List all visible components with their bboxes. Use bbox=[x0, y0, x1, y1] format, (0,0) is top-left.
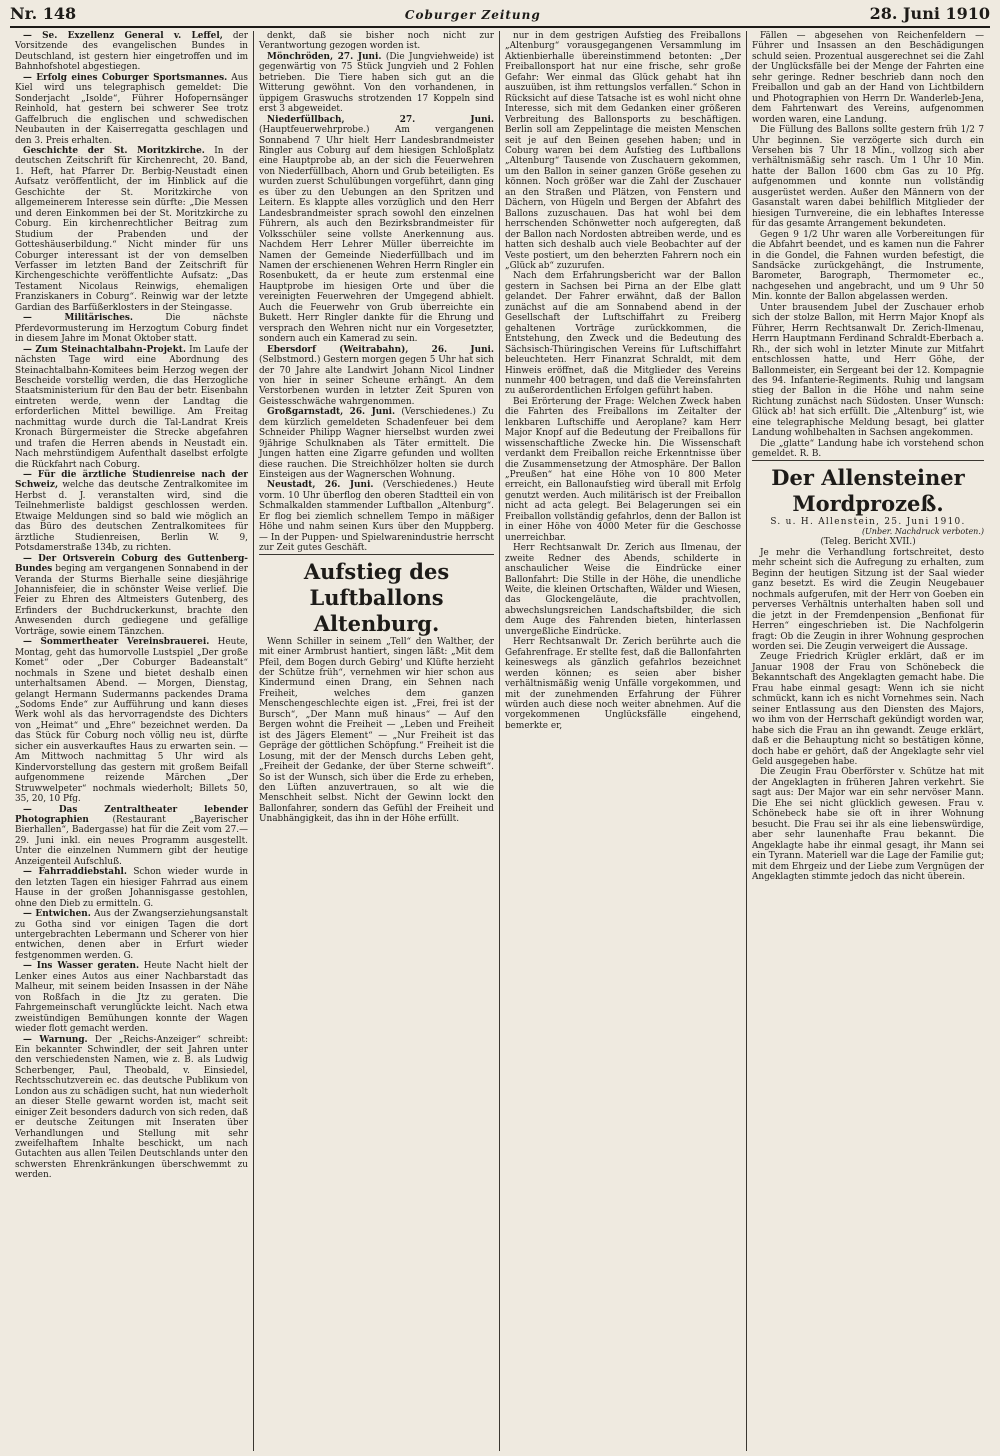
paragraph-text: (Selbstmord.) Gestern morgen gegen 5 Uhr hat sich der 70 Jahre alte Landwirt Johann Nicol Lindner von hier in seiner Scheune erhängt. An dem Verstorbenen wurden in letzter Zeit Spuren von Geistesschwäche wahrgenommen. bbox=[259, 355, 494, 407]
news-paragraph bbox=[752, 548, 984, 653]
masthead bbox=[10, 4, 990, 28]
paragraph-text: Aus Kiel wird uns telegraphisch gemeldet: Die Sonderjacht „Isolde“, Führer Hofopernsänger Reinhold, hat gestern bei schwerer See trotz Gaffelbruch die englischen und schwedischen Neubauten in der Kaiserregatta geschlagen und den 3. Preis erhalten. bbox=[15, 72, 248, 146]
paragraph-heading: Großgarnstadt, 26. Juni. bbox=[267, 407, 396, 418]
paragraph-text: (Verschiedenes.) Zu dem kürzlich gemeldeten Schadenfeuer bei dem Schneider Philipp Wagner hierselbst wurden zwei 9jährige Schulknaben als Täter ermittelt. Die Jungen hatten eine Zigarre gefunden und wollten diese rauchen. Die Streichhölzer holten sie durch Einsteigen aus der Wagnerschen Wohnung. bbox=[259, 407, 495, 481]
paragraph-text: Unter brausendem Jubel der Zuschauer erhob sich der stolze Ballon, mit Herrn Major Knopf als Führer, Herrn Rechtsanwalt Dr. Zerich-Ilmenau, Herrn Hauptmann Ferdinand Schraldt-Eberbach a. Rh., der sich wohl in letzter Minute zur Mitfahrt entschlossen hatte, und Herr Göhe, der Ballonmeister, ein Sergeant bei der 12. Kompagnie des 94. Infanterie-Regiments. Ruhig und langsam stieg der Ballon in die Höhe und nahm seine Richtung zunächst nach Südosten. Unser Wunsch: Glück ab! hat sich erfüllt. Die „Altenburg“ ist, wie eine telegraphische Meldung besagt, bei glatter Landung wohlbehalten in Sachsen angekommen. bbox=[752, 302, 984, 439]
paragraph-heading: — Der Ortsverein Coburg des Guttenberg-Bundes bbox=[15, 553, 248, 575]
news-paragraph bbox=[505, 397, 741, 543]
news-paragraph bbox=[259, 115, 494, 345]
paragraph-heading: — Warnung. bbox=[23, 1034, 88, 1045]
news-paragraph bbox=[15, 470, 248, 554]
paragraph-text: Die „glatte“ Landung habe ich vorstehend schon gemeldet. R. B. bbox=[752, 438, 984, 460]
column-4-balloon-article bbox=[752, 31, 984, 460]
column-4 bbox=[747, 31, 989, 1451]
news-paragraph bbox=[752, 652, 984, 767]
paragraph-text: Gegen 9 1/2 Uhr waren alle Vorbereitungen für die Abfahrt beendet, und es kamen nun die Fahrer in die Gondel, die Fahnen wurden befestigt, die Sandsäcke zurückgehängt, die Instrumente, Barometer, Barograph, Thermometer ec., nachgesehen und angebracht, und um 9 Uhr 50 Min. konnte der Ballon abgelassen werden. bbox=[752, 229, 984, 303]
paragraph-heading: — Zum Steinachtalbahn-Projekt. bbox=[23, 344, 186, 355]
news-paragraph bbox=[15, 73, 248, 146]
news-paragraph bbox=[752, 230, 984, 303]
news-paragraph bbox=[752, 303, 984, 439]
news-paragraph bbox=[15, 961, 248, 1034]
paragraph-text: Aus der Zwangserziehungsanstalt zu Gotha sind vor einigen Tagen die dort untergebrachten Lebermann und Scherer von hier entwichen, denen aber in Erfurt wieder festgenommen werden. G. bbox=[15, 909, 249, 961]
trial-dateline: S. u. H. Allenstein, 25. Juni 1910. bbox=[770, 516, 966, 527]
news-paragraph bbox=[15, 909, 248, 961]
paragraph-heading: — Fahrraddiebstahl. bbox=[23, 867, 127, 878]
paragraph-heading: — Für die ärztliche Studienreise nach der Schweiz, bbox=[15, 470, 248, 491]
column-2-balloon-article bbox=[259, 637, 494, 825]
news-paragraph bbox=[752, 125, 984, 230]
news-paragraph bbox=[259, 480, 494, 553]
issue-date: 28. Juni 1910 bbox=[869, 4, 990, 23]
paragraph-text: Der „Reichs-Anzeiger“ schreibt: Ein bekannter Schwindler, der seit Jahren unter den verschiedensten Namen, wie z. B. als Ludwig Scherbenger, Paul, Theobald, v. Einsiedel, Rechtsschutzverein ec. das deutsche Publikum von London aus zu schädigen sucht, hat nun wiederholt an dieser Stelle gewarnt worden ist, macht seit einiger Zeit besonders dadurch von sich reden, daß er deutsche Zeitungen mit Inseraten über Verhandlungen und Stellung mit sehr zweifelhaftem Inhalte beschickt, um nach Gutachten aus allen Teilen Deutschlands unter den schwersten Ehrenkränkungen überschwemmt zu werden. bbox=[15, 1034, 248, 1181]
news-paragraph bbox=[752, 439, 984, 460]
news-paragraph bbox=[752, 767, 984, 882]
paragraph-text: welche das deutsche Zentralkomitee im Herbst d. J. veranstalten wird, sind die Teilnehmerliste baldigst geschlossen werden. Etwaige Meldungen sind so bald wie möglich an das Büro des deutschen Zentralkomitees für ärztliche Studienreisen, Berlin W. 9, Potsdamerstraße 134b, zu richten. bbox=[15, 480, 248, 554]
paragraph-text: Zeuge Friedrich Krügler erklärt, daß er im Januar 1908 der Frau von Schönebeck die Bekanntschaft des Angeklagten gemacht habe. Die Frau habe einmal gesagt: Wenn ich sie nicht schmückt, kann ich es nicht Vornehmes sein. Nach seiner Entlassung aus den Diensten des Majors, wo ihm von der Herrschaft gekündigt worden war, habe sich die Frau an ihn gewandt. Zeuge erklärt, daß er die Behauptung nicht so bestätigen könne, doch habe er gehört, daß der Angeklagte sehr viel Geld ausgegeben habe. bbox=[752, 652, 984, 767]
paragraph-heading: Geschichte der St. Moritzkirche. bbox=[23, 145, 205, 156]
news-paragraph bbox=[15, 1035, 248, 1181]
paragraph-text: Schon wieder wurde in den letzten Tagen ein hiesiger Fahrrad aus einem Hause in der großen Johannisgasse gestohlen, ohne den Dieb zu ermitteln. G. bbox=[15, 867, 248, 909]
news-paragraph bbox=[15, 805, 248, 868]
paragraph-text: denkt, daß sie bisher noch nicht zur Verantwortung gezogen worden ist. bbox=[259, 31, 494, 52]
paragraph-text: (Hauptfeuerwehrprobe.) Am vergangenen Sonnabend 7 Uhr hielt Herr Landesbrandmeister Ringler aus Coburg auf dem hiesigen Schloßplatz eine Hauptprobe ab, an der sich die Feuerwehren von Niederfüllbach, Ahorn und Grub beteiligten. Es wurden zuerst Schulübungen vorgeführt, dann ging es über zu den Uebungen an den Spritzen und Leitern. Es klappte alles vorzüglich und den Herr Landesbrandmeister sprach sowohl den einzelnen Führern, als auch den Bezirksbrandmeister für Volksschüler seine vollste Anerkennung aus. Nachdem Herr Lehrer Müller überreichte im Namen der Gemeinde Niederfüllbach und im Namen der erschienenen Wehren Herrn Ringler ein Rosenbukett, da er heute zum erstenmal eine Hauptprobe im hiesigen Orte und über die vereinigten Feuerwehren der Umgegend abhielt. Auch die Feuerwehr von Grub überreichte ein Bukett. Herr Ringler dankte für die Ehrung und versprach den Wehren nicht nur ein Vorgesetzter, sondern auch ein Kamerad zu sein. bbox=[259, 125, 494, 345]
balloon-article-title: Aufstieg des Luftballons Altenburg. bbox=[259, 554, 494, 637]
paragraph-text: Im Laufe der nächsten Tage wird eine Abordnung des Steinachtalbahn-Komitees beim Herzog wegen der Bescheide vorstellig werden, die das Herzogliche Staatsministerium für den Bau der betr. Eisenbahn eintreten werde, wenn der Landtag die erforderlichen Mittel bewillige. Am Freitag nachmittag wurde durch die Tal-Landrat Kreis Kronach Bürgermeister die Strecke abgefahren und trafen die Herren abends in Neustadt ein. Nach mehrstündigem Aufenthalt daselbst erfolgte die Rückfahrt nach Coburg. bbox=[15, 344, 248, 470]
paragraph-text: Heute, Montag, geht das humorvolle Lustspiel „Der große Komet“ oder „Der Coburger Badeanstalt“ nochmals in Szene und bietet deshalb einen unterhaltsamen Abend. — Morgen, Dienstag, gelangt Hermann Sudermanns packendes Drama „Sodoms Ende“ zur Aufführung und kann dieses Werk wohl als das hervorragendste des Dichters von „Heimat“ und „Ehre“ bezeichnet werden. Da das Stück für Coburg noch völlig neu ist, dürfte sicher ein ausverkauftes Haus zu erwarten sein. — Am Mittwoch nachmittag 5 Uhr wird als Kindervorstellung das gestern mit großem Beifall aufgenommene reizende Märchen „Der Struwwelpeter“ nochmals wiederholt; Billets 50, 35, 20, 10 Pfg. bbox=[15, 637, 249, 805]
paragraph-heading: — Se. Exzellenz General v. Leffel, bbox=[23, 31, 223, 41]
news-paragraph bbox=[15, 146, 248, 313]
news-paragraph bbox=[259, 345, 494, 408]
paragraph-text: Herr Rechtsanwalt Dr. Zerich aus Ilmenau, der zweite Redner des Abends, schilderte in anschaulicher Weise die Eindrücke einer Ballonfahrt: Die Stille in der Höhe, die unendliche Weite, die kleinen Ortschaften, Wälder und Wiesen, das Glockengeläute, die prachtvollen, abwechslungsreichen Landschaftsbilder, die sich dem Auge des Fahrenden bieten, hinterlassen unvergeßliche Eindrücke. bbox=[505, 543, 741, 637]
news-paragraph bbox=[15, 867, 248, 909]
news-paragraph bbox=[259, 637, 494, 825]
paragraph-text: Heute Nacht hielt der Lenker eines Autos aus einer Nachbarstadt das Malheur, mit seinem beiden Insassen in der Nähe von Roßfach in die Jtz zu geraten. Die Fahrgemeinschaft verunglückte leicht. Nach etwa zweistündigen Bemühungen konnte der Wagen wieder flott gemacht werden. bbox=[15, 961, 248, 1035]
news-paragraph bbox=[259, 31, 494, 52]
article-columns bbox=[10, 31, 990, 1451]
news-paragraph bbox=[752, 31, 984, 125]
paragraph-heading: — Ins Wasser geraten. bbox=[23, 961, 140, 972]
paragraph-heading: Ebersdorf (Weitrabahn), 26. Juni. bbox=[267, 344, 494, 355]
news-paragraph bbox=[15, 31, 248, 73]
paragraph-heading: Niederfüllbach, 27. Juni. bbox=[267, 114, 494, 125]
murder-trial-title: Der Allensteiner Mordprozeß. bbox=[752, 460, 984, 517]
report-number: (Teleg. Bericht XVII.) bbox=[820, 537, 916, 548]
news-paragraph bbox=[505, 637, 741, 731]
news-paragraph bbox=[505, 271, 741, 396]
paragraph-text: (Restaurant „Bayerischer Bierhallen“, Badergasse) hat für die Zeit vom 27.—29. Juni inkl. ein neues Programm ausgestellt. Unter die einzelnen Nummern gibt der heutige Anzeigenteil Aufschluß. bbox=[15, 814, 248, 867]
paragraph-text: Bei Erörterung der Frage: Welchen Zweck haben die Fahrten des Freiballons im Zeitalter der lenkbaren Luftschiffe und Aeroplane? kam Herr Major Knopf auf die Bedeutung der Freiballons für wissenschaftliche Zwecke hin. Die Wissenschaft verdankt dem Freiballon reiche Erkenntnisse über die Zusammensetzung der Atmosphäre. Der Ballon „Preußen“ hat eine Höhe von 10 800 Meter erreicht, ein Ballonaufstieg wird überall mit Erfolg genutzt werden. Auch militärisch ist der Freiballon nicht ad acta gelegt. Bei Belagerungen sei ein Freiballon vollständig gefahrlos, denn der Ballon ist in einer Höhe von 4000 Meter für die Geschosse unerreichbar. bbox=[505, 396, 741, 543]
column-1 bbox=[10, 31, 254, 1451]
news-paragraph bbox=[505, 31, 741, 271]
paragraph-heading: — Militärisches. bbox=[23, 313, 133, 324]
column-3 bbox=[500, 31, 747, 1451]
paragraph-heading: — Sommertheater Vereinsbrauerei. bbox=[23, 637, 210, 648]
news-paragraph bbox=[15, 637, 248, 804]
column-4-trial-article bbox=[752, 548, 984, 883]
column-2-local-news bbox=[259, 31, 494, 554]
paragraph-text: (Verschiedenes.) Heute vorm. 10 Uhr überflog den oberen Stadtteil ein von Schmalkalden stammender Luftballon „Altenburg“. Er flog bei ziemlich schnellem Tempo in mäßiger Höhe und nahm seinen Kurs über den Muppberg. — In der Puppen- und Spielwarenindustrie herrscht zur Zeit gutes Geschäft. bbox=[259, 480, 494, 554]
paragraph-text: Je mehr die Verhandlung fortschreitet, desto mehr scheint sich die Aufregung zu erhalten, zum Beginn der heutigen Sitzung ist der Saal wieder ganz besetzt. Es wird die Zeugin Neugebauer nochmals aufgerufen, mit der Herr von Goeben ein perverses Verhältnis unterhalten haben soll und die jetzt in der Fremdenpension „Benfionat für Herren“ eingeschrieben ist. Die Nachfolgerin fragt: Ob die Zeugin in ihrer Wohnung gesprochen worden sei. Die Zeugin verweigert die Aussage. bbox=[752, 547, 984, 653]
column-2 bbox=[254, 31, 500, 1451]
news-paragraph bbox=[15, 345, 248, 470]
news-paragraph bbox=[15, 554, 248, 638]
paragraph-text: Die Zeugin Frau Oberförster v. Schütze hat mit der Angeklagten in früheren Jahren verkehrt. Sie sagt aus: Der Major war ein sehr nervöser Mann. Die Ehe sei nicht glücklich gewesen. Frau v. Schönebeck habe sie oft in ihrer Wohnung besucht. Die Frau sei ihr als eine liebenswürdige, aber sehr launenhafte Frau bekannt. Die Angeklagte habe ihr einmal gesagt, ihr Mann sei ein Tyrann. Materiell war die Lage der Familie gut; mit dem Ehrgeiz und der Liebe zum Vergnügen der Angeklagten stimmte jedoch das nicht überein. bbox=[752, 767, 984, 882]
paragraph-text: (Die Jungviehweide) ist gegenwärtig von 75 Stück Jungvieh und 2 Fohlen betrieben. Die Tiere haben sich gut an die Witterung gewöhnt. Von den vorhandenen, in üppigem Graswuchs strotzenden 17 Koppeln sind erst 3 abgeweidet. bbox=[259, 51, 494, 115]
paragraph-text: Nach dem Erfahrungsbericht war der Ballon gestern in Sachsen bei Pirna an der Elbe glatt gelandet. Der Fahrer erwähnt, daß der Ballon zunächst auf die am Sonnabend abend in der Gesellschaft der Luftschiffahrt zu Freiberg gehaltenen Vorträge zurückkommen, die Entstehung, den Zweck und die Bedeutung des Sächsisch-Thüringischen Vereins für Luftschiffahrt beleuchteten. Herr Finanzrat Schraldt, mit dem Hinweis eröffnet, daß die Mitglieder des Vereins nunmehr 400 betragen, und daß die Vereinsfahrten zu außerordentlichen Erfolgen geführt haben. bbox=[505, 271, 741, 397]
paragraph-heading: Mönchröden, 27. Juni. bbox=[267, 51, 382, 62]
paper-name: Coburger Zeitung bbox=[404, 8, 541, 22]
paragraph-heading: — Das Zentraltheater lebender Photographien bbox=[15, 804, 248, 825]
paragraph-heading: — Erfolg eines Coburger Sportsmannes. bbox=[23, 72, 228, 83]
paragraph-text: nur in dem gestrigen Aufstieg des Freiballons „Altenburg“ vorausgegangenen Versammlung im Aktienbierhalle übereinstimmend betonten: „Der Freiballonsport hat nur eine frische, sehr große Gefahr: Wer einmal das Glück gehabt hat ihn auszuüben, ist ihm rettungslos verfallen.“ Schon in Rücksicht auf diese Tatsache ist es wohl nicht ohne Interesse, sich mit dem Gedanken einer größeren Verbreitung des Ballonsports zu beschäftigen. Berlin soll am Zeppelintage die meisten Menschen seit je auf den Beinen gesehen haben; und in Coburg waren bei dem Aufstieg des Luftballons „Altenburg“ Tausende von Zuschauern gekommen, um den Ballon in seiner ganzen Größe gesehen zu können. Noch größer war die Zahl der Zuschauer an den Straßen und Plätzen, von Fenstern und Dächern, von Hügeln und Bergen der Abfahrt des Ballons zuzuschauen. Das hat wohl bei dem herrschenden Schönwetter noch aufgeregten, daß der Ballon nach Nordosten abtreiben werde, und es hatten sich deshalb auch viele Beobachter auf der Veste postiert, um den beherzten Fahrern noch ein „Glück ab“ zuzurufen. bbox=[505, 31, 741, 271]
paragraph-text: In der deutschen Zeitschrift für Kirchenrecht, 20. Band, 1. Heft, hat Pfarrer Dr. Berbig-Neustadt einen Aufsatz veröffentlicht, der im Hinblick auf die Geschichte der St. Moritzkirche von allgemeinerem Interesse sein dürfte: „Die Messen und deren Einkommen bei der St. Moritzkirche zu Coburg. Ein kirchenrechtlicher Beitrag zum Studium der Prabenden und der Gotteshäuserbildung.“ Nicht minder für uns Coburger interessant ist der von demselben Verfasser im letzten Band der Zeitschrift für Kirchengeschichte veröffentlichte Aufsatz: „Das Testament Nicolaus Reinwigs, ehemaligen Franziskaners in Coburg“. Reinwig war der letzte Gardian des Barfüßerklosters in der Steingasse. bbox=[15, 145, 249, 313]
news-paragraph bbox=[259, 52, 494, 115]
paragraph-text: Fällen — abgesehen von Reichenfeldern — Führer und Insassen an den Beschädigungen schuld seien. Prozentual ausgerechnet sei die Zahl der Unglücksfälle bei der Menge der Fahrten eine sehr geringe. Redner beschrieb dann noch den Freiballon und gab an der Hand von Lichtbildern und Photographien von Herrn Dr. Wanderleb-Jena, dem Fahrtenwart des Vereins, aufgenommen worden waren, eine Landung. bbox=[752, 31, 984, 125]
news-paragraph bbox=[505, 543, 741, 637]
paragraph-text: Die nächste Pferdevormusterung im Herzogtum Coburg findet in diesem Jahre im Monat Oktober statt. bbox=[15, 313, 248, 345]
reprint-notice: (Unber. Nachdruck verboten.) bbox=[861, 527, 984, 537]
news-paragraph bbox=[15, 313, 248, 344]
paragraph-text: Wenn Schiller in seinem „Tell“ den Walther, der mit einer Armbrust hantiert, singen läßt: „Mit dem Pfeil, dem Bogen durch Gebirg' und Klüfte herzieht der Schütze früh“, vernehmen wir hier schon aus Kindermund einen Drang, ein Sehnen nach Freiheit, welches dem ganzen Menschengeschlechte eigen ist. „Frei, frei ist der Bursch“, „Der Mann muß hinaus“ — Auf den Bergen wohnt die Freiheit — „Leben und Freiheit ist des Jägers Element“ — „Nur Freiheit ist das Gepräge der göttlichen Schöpfung.“ Freiheit ist die Losung, mit der der Mensch durchs Leben geht, „Freiheit der Gedanke, der über Sterne schweift“. So ist der Wunsch, sich über die Erde zu erheben, den Lüften anzuvertrauen, so alt wie die Menschheit selbst. Nicht der Gewinn lockt den Ballonfahrer, sondern das Gefühl der Freiheit und Unabhängigkeit, das ihn in der Höhe erfüllt. bbox=[259, 636, 494, 825]
paragraph-text: der Vorsitzende des evangelischen Bundes in Deutschland, ist gestern hier eingetroffen und im Bahnhofshotel abgestiegen. bbox=[15, 31, 248, 73]
paragraph-heading: Neustadt, 26. Juni. bbox=[267, 480, 374, 491]
paragraph-heading: — Entwichen. bbox=[23, 909, 91, 920]
paragraph-text: Herr Rechtsanwalt Dr. Zerich berührte auch die Gefahrenfrage. Er stellte fest, daß die Ballonfahrten keineswegs als gänzlich gefahrlos bezeichnet werden können; es seien aber bisher verhältnismäßig wenig Unfälle vorgekommen, und mit der zunehmenden Erfahrung der Führer würden auch diese noch weiter abnehmen. Auf die vorgekommenen Unglücksfälle eingehend, bemerkte er, bbox=[505, 637, 741, 731]
news-paragraph bbox=[259, 407, 494, 480]
paragraph-text: beging am vergangenen Sonnabend in der Veranda der Sturms Bierhalle seine diesjährige Johannisfeier, die in schönster Weise verlief. Die Feier zu Ehren des Altmeisters Gutenberg, des Erfinders der Buchdruckerkunst, brachte den Anwesenden durch gediegene und gefällige Vorträge, sowie einem Tänzchen. bbox=[15, 564, 248, 637]
issue-number: Nr. 148 bbox=[10, 4, 77, 23]
paragraph-text: Die Füllung des Ballons sollte gestern früh 1/2 7 Uhr beginnen. Sie verzögerte sich durch ein Versehen bis 7 Uhr 18 Min., vollzog sich aber verhältnismäßig sehr rasch. Um 1 Uhr 10 Min. hatte der Ballon 1600 cbm Gas zu 10 Pfg. aufgenommen und konnte nun vollständig ausgerüstet werden. Außer den Männern von der Gasanstalt waren dabei behilflich Mitglieder der hiesigen Turnvereine, die ein lebhaftes Interesse für das gesamte Arrangement bekundeten. bbox=[752, 125, 984, 230]
